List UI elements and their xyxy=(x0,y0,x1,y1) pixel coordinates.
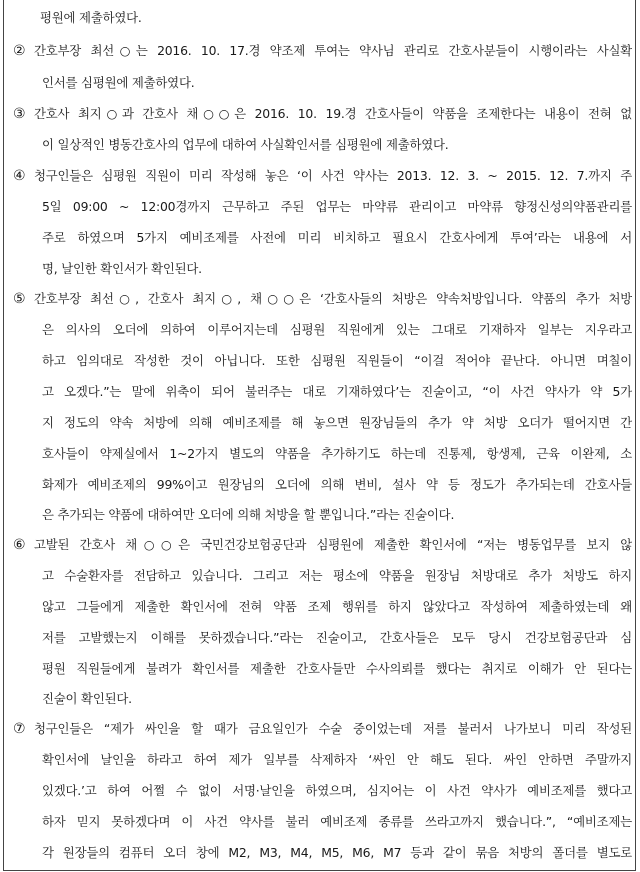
item-line: 고발된 간호사 채○○은 국민건강보험공단과 심평원에 제출한 확인서에 “저는 병동업무를 보지 않 xyxy=(34,537,632,552)
item-line: 저를 고발했는지 이해를 못하겠습니다.”라는 진술이고, 간호사들은 모두 당시 건강보험공단과 심 xyxy=(42,630,632,645)
item-line: 청구인들은 “제가 싸인을 할 때가 금요일인가 수술 중이었는데 저를 불러서 나가보니 미리 작성된 xyxy=(34,721,632,736)
item-line: 화제가 예비조제의 99%이고 원장님의 오더에 의해 변비, 설사 약 등 정도가 추가되는데 간호사들 xyxy=(42,477,632,492)
item-line: 않고 그들에게 제출한 확인서에 전혀 약품 조제 행위를 하지 않았다고 작성하여 제출하였는데 왜 xyxy=(42,599,632,614)
item-line: 은 의사의 오더에 의하여 이루어지는데 심평원 직원에게 있는 그대로 기재하자 일부는 지우라고 xyxy=(42,322,632,337)
item-marker: ④ xyxy=(13,168,26,184)
item-marker: ⑤ xyxy=(13,291,26,307)
item-line: 있겠다.’고 하여 어쩔 수 없이 서명·날인을 하였으며, 심지어는 이 사건 약사가 예비조제를 했다고 xyxy=(42,783,632,798)
item-line: 인서를 심평원에 제출하였다. xyxy=(42,75,195,90)
item-line: 하자 믿지 못하겠다며 이 사건 약사를 불러 예비조제 종류를 쓰라고까지 했습니다.”, “예비조제는 xyxy=(42,814,632,829)
intro-line: 평원에 제출하였다. xyxy=(40,10,142,25)
item-line: 간호사 최지○과 간호사 채○○은 2016. 10. 19.경 간호사들이 약품을 조제한다는 내용이 전혀 없 xyxy=(34,106,632,121)
item-line: 5일 09:00 ~ 12:00경까지 근무하고 주된 업무는 마약류 관리이고 마약류 향정신성의약품관리를 xyxy=(42,199,632,214)
item-line: 주로 하였으며 5가지 예비조제를 사전에 미리 비치하고 필요시 간호사에게 투여’라는 내용에 서 xyxy=(42,230,632,245)
item-line: 간호부장 최선○는 2016. 10. 17.경 약조제 투여는 약사님 관리로 간호사분들이 시행이라는 사실확 xyxy=(34,43,632,58)
item-line: 간호부장 최선○, 간호사 최지○, 채○○은 ‘간호사들의 처방은 약속처방입니다. 약품의 추가 처방 xyxy=(34,291,632,306)
item-line: 이 일상적인 병동간호사의 업무에 대하여 사실확인서를 심평원에 제출하였다. xyxy=(42,137,449,152)
item-line: 확인서에 날인을 하라고 하여 제가 일부를 삭제하자 ‘싸인 안 해도 된다. 싸인 안하면 주말까지 xyxy=(42,752,632,767)
item-marker: ⑦ xyxy=(13,721,26,737)
item-line: 지 정도의 약속 처방에 의해 예비조제를 해 놓으면 원장님들의 추가 약 처방 오더가 떨어지면 간 xyxy=(42,415,632,430)
item-line: 고 수술환자를 전담하고 있습니다. 그리고 저는 평소에 약품을 원장님 처방대로 추가 처방도 하지 xyxy=(42,568,632,583)
item-marker: ⑥ xyxy=(13,537,26,553)
item-line: 진술이 확인된다. xyxy=(42,691,132,706)
item-line: 하고 임의대로 작성한 것이 아닙니다. 또한 심평원 직원들이 “이걸 적어야 끝난다. 아니면 며칠이 xyxy=(42,353,632,368)
item-line: 호사들이 약제실에서 1~2가지 별도의 약품을 추가하기도 하는데 진통제, 항생제, 근육 이완제, 소 xyxy=(42,446,632,461)
item-marker: ③ xyxy=(13,106,26,122)
item-line: 명, 날인한 확인서가 확인된다. xyxy=(42,261,202,276)
item-line: 각 원장들의 컴퓨터 오더 창에 M2, M3, M4, M5, M6, M7 등과 같이 묶음 처방의 폴더를 별도로 xyxy=(42,845,632,860)
document-page xyxy=(3,0,636,871)
item-line: 은 추가되는 약품에 대하여만 오더에 의해 처방을 할 뿐입니다.”라는 진술이다. xyxy=(42,507,455,522)
item-line: 평원 직원들에게 불려가 확인서를 제출한 간호사들만 수사의뢰를 했다는 취지로 이해가 안 된다는 xyxy=(42,661,632,676)
item-marker: ② xyxy=(13,43,26,59)
item-line: 고 오겠다.”는 말에 위축이 되어 불러주는 대로 기재하였다’는 진술이고, “이 사건 약사가 약 5가 xyxy=(42,384,632,399)
item-line: 청구인들은 심평원 직원이 미리 작성해 놓은 ‘이 사건 약사는 2013. 12. 3. ~ 2015. 12. 7.까지 주 xyxy=(34,168,632,183)
